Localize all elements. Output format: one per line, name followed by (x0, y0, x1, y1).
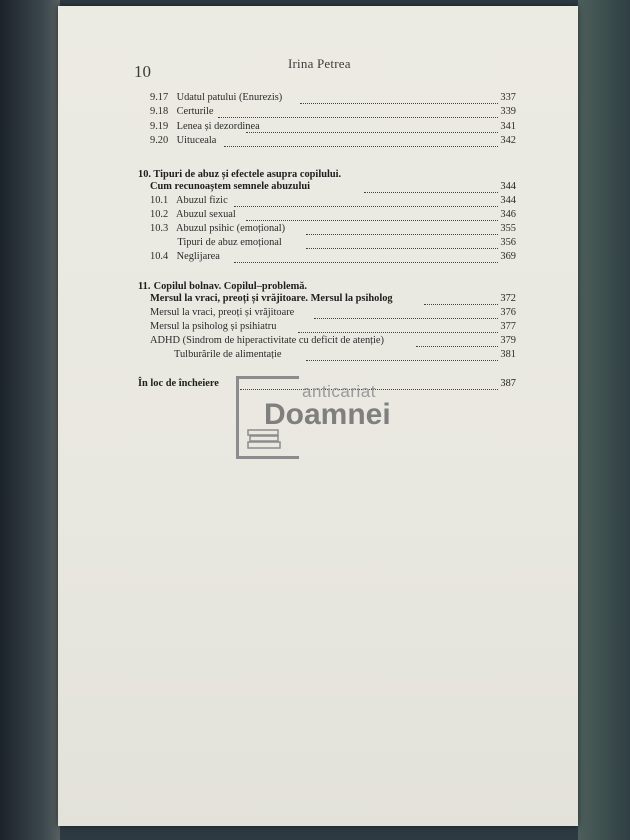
chapter-title: Tipuri de abuz și efectele asupra copilului. (153, 169, 342, 180)
entry-title: Mersul la psiholog și psihiatru (150, 321, 277, 332)
entry-title: ADHD (Sindrom de hiperactivitate cu deficit de atenție) (150, 335, 384, 346)
entry-title: Abuzul sexual (176, 209, 236, 220)
toc-entry (150, 209, 516, 223)
leader-dots (218, 117, 498, 118)
entry-number: 9.18 (150, 106, 169, 117)
leader-dots (306, 234, 498, 235)
watermark-text-big: Doamnei (264, 398, 391, 431)
entry-title: Tipuri de abuz emoțional (177, 237, 282, 248)
chapter-heading (138, 281, 307, 292)
page-number: 10 (134, 62, 151, 81)
leader-dots (234, 206, 498, 207)
entry-page: 369 (500, 251, 516, 262)
leader-dots (314, 318, 498, 319)
entry-page: 337 (500, 92, 516, 103)
books-icon (246, 428, 282, 450)
entry-page: 339 (500, 106, 516, 117)
entry-title: Tulburările de alimentație (174, 349, 282, 360)
entry-page: 376 (500, 307, 516, 318)
chapter-number: 10. (138, 169, 151, 180)
toc-entry (150, 135, 516, 149)
leader-dots (306, 248, 498, 249)
leader-dots (246, 132, 498, 133)
entry-title: Neglijarea (176, 251, 220, 262)
leader-dots (300, 103, 498, 104)
leader-dots (246, 220, 498, 221)
entry-page: 379 (500, 335, 516, 346)
toc-entry (150, 106, 516, 120)
entry-number: 10.4 (150, 251, 169, 262)
leader-dots (364, 192, 498, 193)
chapter-subtitle: Mersul la vraci, preoți și vrăjitoare. Mersul la psiholog (150, 293, 393, 304)
leader-dots (424, 304, 498, 305)
chapter-heading (138, 169, 341, 180)
entry-title: Uituceala (176, 135, 217, 146)
entry-page: 381 (500, 349, 516, 360)
chapter-subtitle: Cum recunoaștem semnele abuzului (150, 181, 310, 192)
toc-entry (150, 349, 516, 363)
chapter-heading-continuation (150, 293, 516, 307)
entry-title: Certurile (176, 106, 214, 117)
watermark-logo (236, 376, 404, 460)
background-surface (578, 0, 630, 840)
entry-title: Mersul la vraci, preoți și vrăjitoare (150, 307, 295, 318)
toc-entry (150, 307, 516, 321)
entry-number: 9.19 (150, 121, 169, 132)
watermark-text-small: anticariat (302, 382, 376, 401)
entry-title: În loc de încheiere (138, 378, 219, 389)
entry-page: 387 (500, 378, 516, 389)
entry-number: 10.3 (150, 223, 169, 234)
leader-dots (306, 360, 498, 361)
toc-entry (150, 237, 516, 251)
chapter-number: 11. (138, 281, 151, 292)
toc-entry (150, 92, 516, 106)
entry-title: Abuzul psihic (emoțional) (176, 223, 286, 234)
toc-entry (150, 251, 516, 265)
entry-page: 344 (500, 181, 516, 192)
entry-page: 342 (500, 135, 516, 146)
leader-dots (298, 332, 498, 333)
leader-dots (234, 262, 498, 263)
toc-entry (150, 335, 516, 349)
leader-dots (224, 146, 498, 147)
book-spine-shadow (0, 0, 60, 840)
chapter-title: Copilul bolnav. Copilul–problemă. (153, 281, 308, 292)
entry-page: 356 (500, 237, 516, 248)
entry-title: Udatul patului (Enurezis) (176, 92, 283, 103)
toc-entry (150, 321, 516, 335)
entry-page: 346 (500, 209, 516, 220)
entry-number: 9.17 (150, 92, 169, 103)
entry-page: 344 (500, 195, 516, 206)
entry-title: Lenea și dezordinea (176, 121, 260, 132)
chapter-heading-continuation (150, 181, 516, 195)
toc-entry (150, 195, 516, 209)
toc-entry (150, 223, 516, 237)
entry-page: 372 (500, 293, 516, 304)
entry-number: 10.1 (150, 195, 169, 206)
leader-dots (416, 346, 498, 347)
entry-page: 377 (500, 321, 516, 332)
entry-page: 355 (500, 223, 516, 234)
entry-number: 10.2 (150, 209, 169, 220)
entry-number: 9.20 (150, 135, 169, 146)
entry-title: Abuzul fizic (176, 195, 228, 206)
running-head: Irina Petrea (288, 56, 351, 71)
entry-page: 341 (500, 121, 516, 132)
toc-entry (150, 121, 516, 135)
